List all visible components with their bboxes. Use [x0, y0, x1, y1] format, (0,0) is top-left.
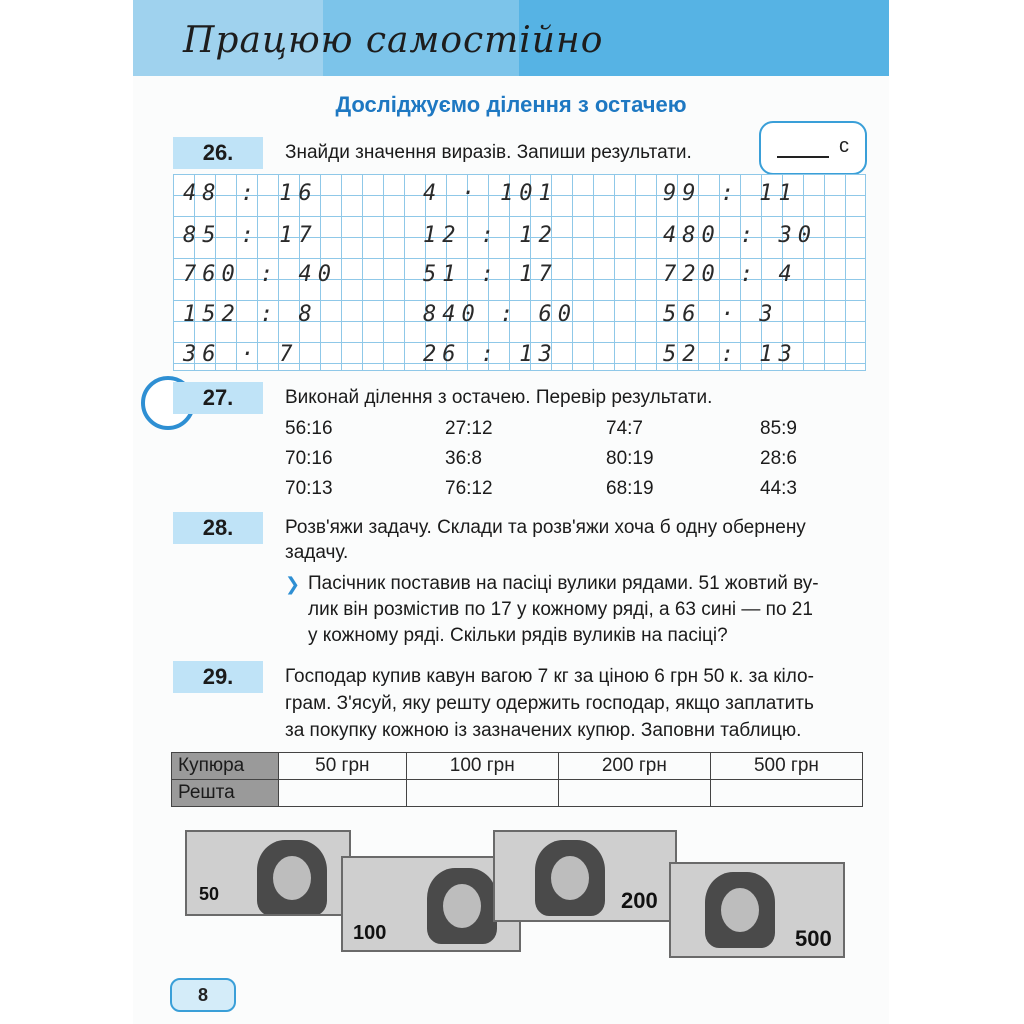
- banknote-value: 50: [199, 884, 220, 904]
- division-item: 70:13: [285, 478, 333, 499]
- division-item: 74:7: [606, 418, 643, 439]
- expression: 99 : 11: [663, 181, 798, 206]
- division-item: 27:12: [445, 418, 493, 439]
- division-item: 28:6: [760, 448, 797, 469]
- division-item: 44:3: [760, 478, 797, 499]
- task-26-text: Знайди значення виразів. Запиши результати.: [285, 142, 692, 163]
- banknote-200-image: [493, 830, 677, 922]
- problem-text: Пасічник поставив на пасіці вулики рядами. 51 жовтий ву-: [308, 573, 819, 594]
- expression: 12 : 12: [423, 223, 558, 248]
- expression: 840 : 60: [423, 302, 577, 327]
- banknote-500-image: [669, 862, 845, 958]
- banknote-value: 200: [621, 888, 658, 913]
- expression: 720 : 4: [663, 262, 798, 287]
- task-29-number: 29.: [173, 661, 263, 693]
- division-item: 36:8: [445, 448, 482, 469]
- time-blank[interactable]: [777, 156, 829, 158]
- header-banner: [133, 0, 889, 76]
- time-box[interactable]: [759, 121, 867, 175]
- division-item: 70:16: [285, 448, 333, 469]
- task-29-line: грам. З'ясуй, яку решту одержить господар, якщо заплатить: [285, 693, 814, 714]
- expression: 48 : 16: [183, 181, 318, 206]
- banknote-value: 100: [353, 922, 387, 944]
- expression: 56 · 3: [663, 302, 779, 327]
- banknote-50-image: [185, 830, 351, 916]
- expression: 480 : 30: [663, 223, 817, 248]
- expression: 152 : 8: [183, 302, 318, 327]
- division-item: 85:9: [760, 418, 797, 439]
- section-title: Досліджуємо ділення з остачею: [335, 92, 687, 117]
- task-28-line: Розв'яжи задачу. Склади та розв'яжи хоча б одну обернену: [285, 517, 806, 538]
- problem-text: лик він розмістив по 17 у кожному ряді, а 63 сині — по 21: [308, 599, 813, 620]
- table-cell: 500 грн: [710, 753, 862, 780]
- expression: 52 : 13: [663, 342, 798, 367]
- expression: 36 · 7: [183, 342, 299, 367]
- table-cell: 50 грн: [279, 753, 407, 780]
- expression: 760 : 40: [183, 262, 337, 287]
- expression: 4 · 101: [423, 181, 558, 206]
- task-29-line: Господар купив кавун вагою 7 кг за ціною 6 грн 50 к. за кіло-: [285, 666, 814, 687]
- time-unit: с: [839, 135, 849, 157]
- answer-cell[interactable]: [406, 780, 558, 807]
- problem-text: у кожному ряді. Скільки рядів вуликів на пасіці?: [308, 625, 728, 646]
- banknote-value: 500: [795, 926, 832, 951]
- table-cell: 200 грн: [558, 753, 710, 780]
- expression: 26 : 13: [423, 342, 558, 367]
- answer-cell[interactable]: [279, 780, 407, 807]
- division-item: 76:12: [445, 478, 493, 499]
- task-27-text: Виконай ділення з остачею. Перевір результати.: [285, 387, 713, 408]
- row-label-banknote: Купюра: [172, 753, 279, 780]
- table-cell: 100 грн: [406, 753, 558, 780]
- answer-cell[interactable]: [710, 780, 862, 807]
- division-item: 80:19: [606, 448, 654, 469]
- division-item: 56:16: [285, 418, 333, 439]
- page-number: 8: [170, 978, 236, 1012]
- division-item: 68:19: [606, 478, 654, 499]
- answer-cell[interactable]: [558, 780, 710, 807]
- workbook-page: [133, 0, 889, 1024]
- row-label-change: Решта: [172, 780, 279, 807]
- expression: 51 : 17: [423, 262, 558, 287]
- task-29-line: за покупку кожною із зазначених купюр. Заповни таблицю.: [285, 720, 802, 741]
- task-28-line: задачу.: [285, 542, 349, 563]
- chevron-right-icon: ❯: [285, 574, 301, 595]
- table-row: [172, 753, 863, 780]
- task-26-number: 26.: [173, 137, 263, 169]
- expression: 85 : 17: [183, 223, 318, 248]
- table-row: [172, 780, 863, 807]
- change-table: [171, 752, 863, 807]
- task-28-number: 28.: [173, 512, 263, 544]
- task-27-number: 27.: [173, 382, 263, 414]
- header-title: Працюю самостійно: [183, 20, 604, 61]
